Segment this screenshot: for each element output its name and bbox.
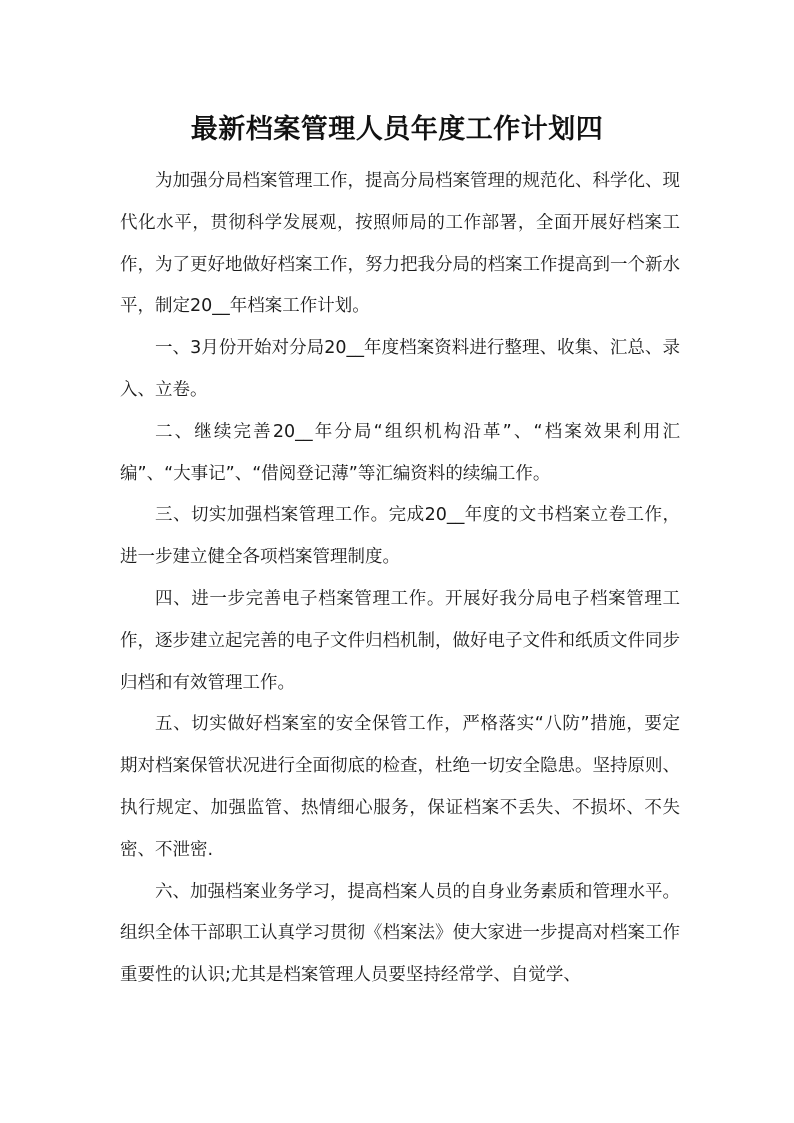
document-body (120, 161, 680, 997)
paragraph-item-5: 五、切实做好档案室的安全保管工作，严格落实“八防”措施，要定期对档案保管状况进行全面彻底的检查，杜绝一切安全隐患。坚持原则、执行规定、加强监管、热情细心服务，保证档案不丢失、不损坏、不失密、不泄密. (120, 714, 680, 860)
paragraph-item-3: 三、切实加强档案管理工作。完成20__年度的文书档案立卷工作，进一步建立健全各项档案管理制度。 (120, 505, 680, 568)
paragraph-item-2: 二、继续完善20__年分局“组织机构沿革”、“档案效果利用汇编”、“大事记”、“借阅登记薄”等汇编资料的续编工作。 (120, 421, 680, 484)
paragraph-item-1: 一、3月份开始对分局20__年度档案资料进行整理、收集、汇总、录入、立卷。 (120, 338, 680, 400)
paragraph-item-6: 六、加强档案业务学习，提高档案人员的自身业务素质和管理水平。组织全体干部职工认真学习贯彻《档案法》使大家进一步提高对档案工作重要性的认识;尤其是档案管理人员要坚持经常学、自觉学、 (120, 881, 680, 986)
document-title: 最新档案管理人员年度工作计划四 (190, 114, 604, 145)
paragraph-item-4: 四、进一步完善电子档案管理工作。开展好我分局电子档案管理工作，逐步建立起完善的电子文件归档机制，做好电子文件和纸质文件同步归档和有效管理工作。 (120, 588, 680, 693)
paragraph-intro: 为加强分局档案管理工作，提高分局档案管理的规范化、科学化、现代化水平，贯彻科学发展观，按照师局的工作部署，全面开展好档案工作，为了更好地做好档案工作，努力把我分局的档案工作提高到一个新水平，制定20__年档案工作计划。 (120, 171, 680, 317)
